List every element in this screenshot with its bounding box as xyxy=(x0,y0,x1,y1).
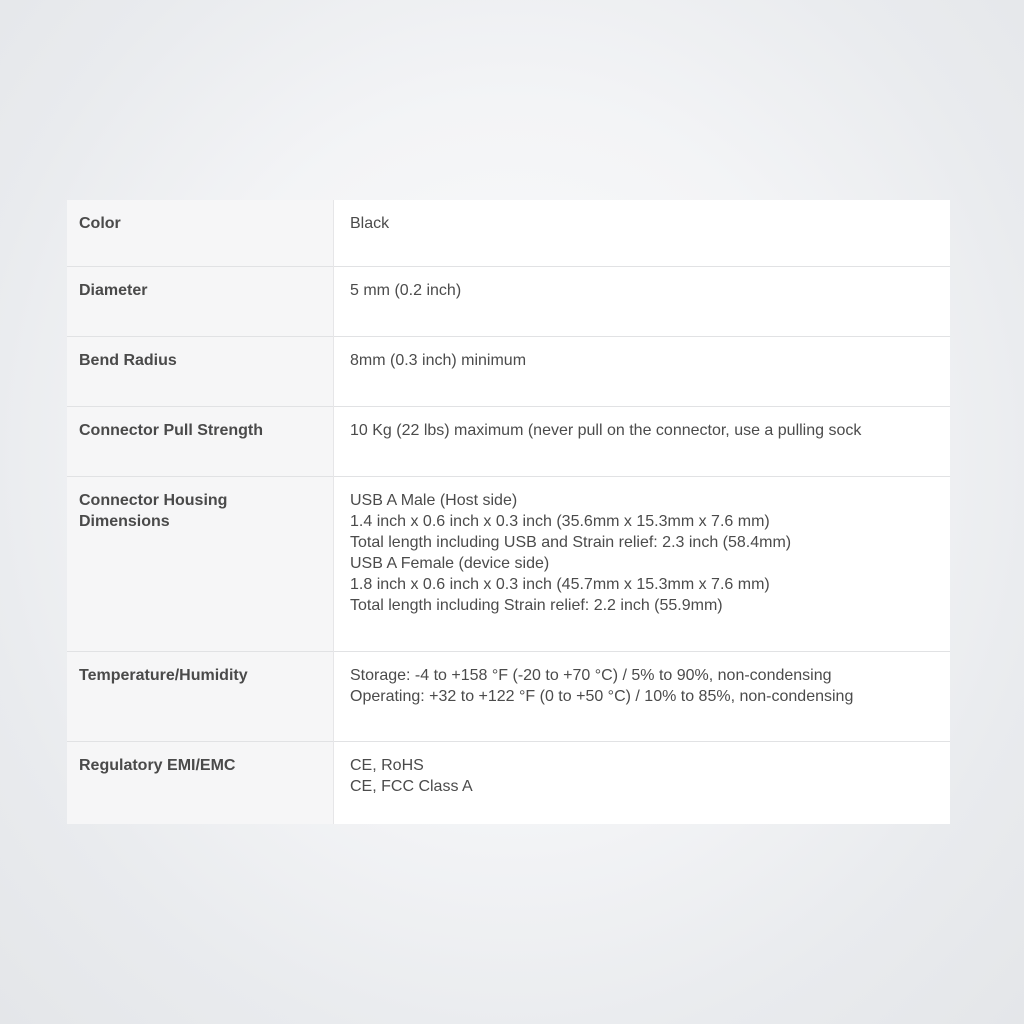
spec-value-line: Operating: +32 to +122 °F (0 to +50 °C) / 10% to 85%, non-condensing xyxy=(350,687,854,705)
table-row xyxy=(67,651,950,741)
table-row xyxy=(67,476,950,651)
spec-value xyxy=(334,406,951,476)
spec-value xyxy=(334,266,951,336)
spec-value-line: Storage: -4 to +158 °F (-20 to +70 °C) / 5% to 90%, non-condensing xyxy=(350,666,832,684)
spec-label: Temperature/Humidity xyxy=(67,651,334,741)
spec-label: Connector Housing Dimensions xyxy=(67,476,334,651)
spec-value xyxy=(334,651,951,741)
spec-value-line: CE, RoHS xyxy=(350,756,424,774)
spec-table xyxy=(67,200,950,824)
spec-value-line: 1.8 inch x 0.6 inch x 0.3 inch (45.7mm x 15.3mm x 7.6 mm) xyxy=(350,575,770,593)
spec-value-line: 10 Kg (22 lbs) maximum (never pull on the connector, use a pulling sock xyxy=(350,421,862,439)
table-row xyxy=(67,266,950,336)
spec-label: Regulatory EMI/EMC xyxy=(67,741,334,824)
spec-value-line: 1.4 inch x 0.6 inch x 0.3 inch (35.6mm x 15.3mm x 7.6 mm) xyxy=(350,512,770,530)
spec-value xyxy=(334,476,951,651)
table-row xyxy=(67,741,950,824)
spec-value-line: 8mm (0.3 inch) minimum xyxy=(350,351,527,369)
spec-value-line: Black xyxy=(350,215,390,232)
spec-value-line: Total length including USB and Strain relief: 2.3 inch (58.4mm) xyxy=(350,533,792,551)
spec-value-line: Total length including Strain relief: 2.2 inch (55.9mm) xyxy=(350,596,723,614)
spec-label: Color xyxy=(67,200,334,266)
spec-value xyxy=(334,200,951,266)
spec-value-line: 5 mm (0.2 inch) xyxy=(350,281,462,299)
spec-value-line: USB A Female (device side) xyxy=(350,554,550,572)
spec-label: Bend Radius xyxy=(67,336,334,406)
table-row xyxy=(67,406,950,476)
table-row xyxy=(67,200,950,266)
table-row xyxy=(67,336,950,406)
spec-value-line: USB A Male (Host side) xyxy=(350,491,518,509)
spec-label: Diameter xyxy=(67,266,334,336)
spec-value-line: CE, FCC Class A xyxy=(350,777,473,795)
spec-label: Connector Pull Strength xyxy=(67,406,334,476)
spec-value xyxy=(334,336,951,406)
spec-value xyxy=(334,741,951,824)
